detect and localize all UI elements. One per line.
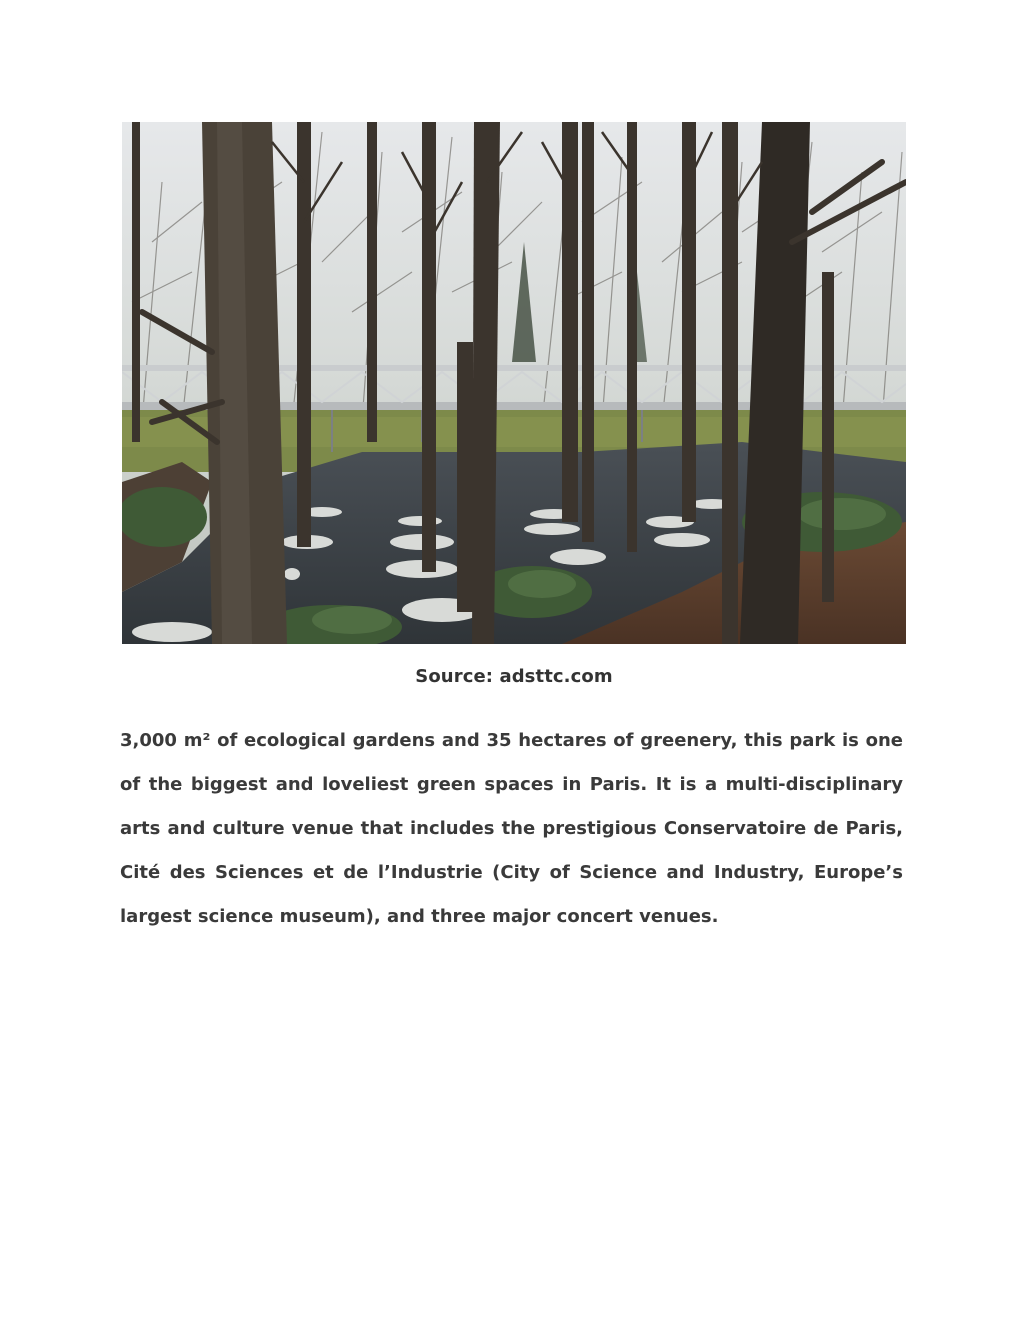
- park-photo-illustration: [122, 122, 906, 644]
- image-source-caption: Source: adsttc.com: [415, 666, 613, 687]
- body-paragraph: 3,000 m² of ecological gardens and 35 hectares of greenery, this park is one of the biggest and loveliest green spaces in Paris. It is a multi-disciplinary arts and culture venue that includes the prestigious Conservatoire de Paris, Cité des Sciences et de l’Industrie (City of Science and Industry, Europe’s largest science museum), and three major concert venues.: [120, 730, 903, 927]
- park-photo: [122, 122, 906, 644]
